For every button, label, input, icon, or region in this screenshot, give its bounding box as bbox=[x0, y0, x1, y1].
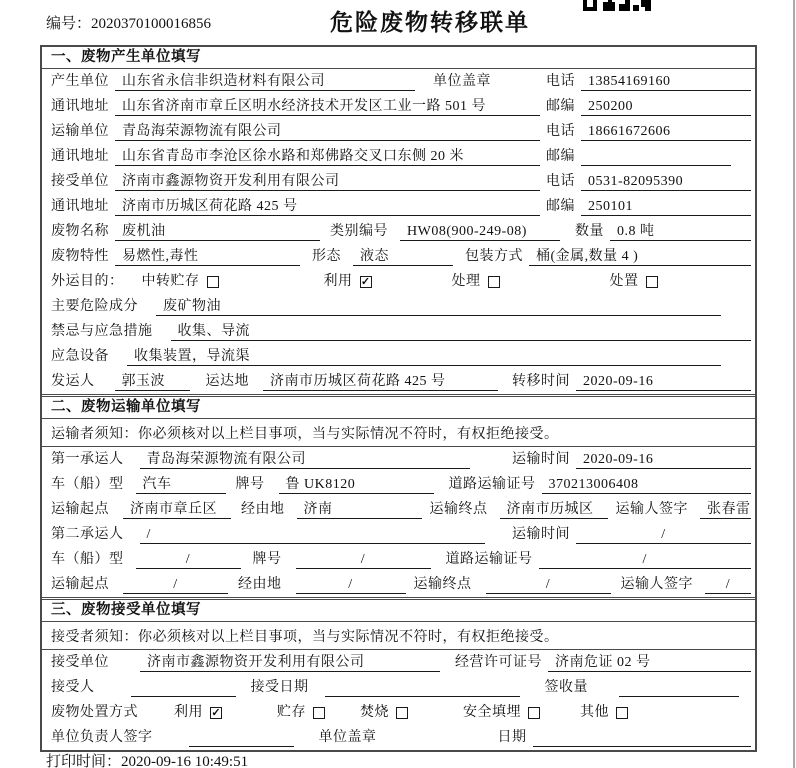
field-label: 道路运输证号 bbox=[448, 477, 536, 492]
section-header: 一、废物产生单位填写 bbox=[42, 47, 755, 69]
field-value: / bbox=[539, 550, 752, 569]
field-label: 单位盖章 bbox=[433, 74, 491, 89]
field-label: 运输时间 bbox=[512, 527, 570, 542]
form-row bbox=[42, 700, 755, 725]
field-label: 经营许可证号 bbox=[455, 655, 542, 670]
field-value: 液态 bbox=[353, 247, 453, 266]
field-label: 单位盖章 bbox=[318, 730, 377, 745]
field-value: 易燃性,毒性 bbox=[115, 247, 300, 266]
checkbox-field bbox=[324, 272, 372, 291]
field-label: 第一承运人 bbox=[51, 452, 124, 467]
section-header: 三、废物接受单位填写 bbox=[42, 600, 755, 622]
form-row bbox=[42, 219, 755, 244]
field-label: 类别编号 bbox=[330, 224, 388, 239]
print-time bbox=[46, 750, 248, 768]
form-row bbox=[42, 447, 755, 472]
field-label: 单位负责人签字 bbox=[51, 730, 153, 745]
field-label: 邮编 bbox=[546, 99, 575, 114]
field-value bbox=[619, 678, 739, 697]
field-label: 转移时间 bbox=[512, 374, 570, 389]
field-label: 运输起点 bbox=[51, 502, 109, 517]
field-value: 济南市鑫源物资开发利用有限公司 bbox=[115, 172, 540, 191]
form-row bbox=[42, 119, 755, 144]
field-label: 接受人 bbox=[51, 680, 95, 695]
field-label: 邮编 bbox=[546, 199, 575, 214]
checkbox-field bbox=[463, 703, 540, 722]
form-row bbox=[42, 650, 755, 675]
field-value: / bbox=[140, 525, 485, 544]
field-value: / bbox=[576, 525, 751, 544]
checkbox-label: 中转贮存 bbox=[141, 274, 200, 289]
field-value: / bbox=[136, 550, 241, 569]
field-label: 运输起点 bbox=[51, 577, 109, 592]
field-label: 日期 bbox=[497, 730, 527, 745]
field-label: 接受单位 bbox=[51, 174, 109, 189]
field-label: 第二承运人 bbox=[51, 527, 124, 542]
field-value: 济南 bbox=[297, 500, 422, 519]
section-header: 二、废物运输单位填写 bbox=[42, 397, 755, 419]
section-note: 接受者须知：你必须核对以上栏目事项，当与实际情况不符时，有权拒绝接受。 bbox=[42, 622, 755, 650]
field-value bbox=[131, 678, 236, 697]
field-value: 桶(金属,数量 4 ) bbox=[529, 247, 751, 266]
form-row bbox=[42, 319, 755, 344]
manifest-form bbox=[40, 45, 757, 752]
field-label: 运输终点 bbox=[413, 577, 472, 592]
field-value: 济南市鑫源物资开发利用有限公司 bbox=[140, 653, 440, 672]
form-row bbox=[42, 675, 755, 700]
checkbox-unchecked-icon bbox=[396, 707, 408, 719]
field-value bbox=[325, 678, 520, 697]
field-value bbox=[189, 728, 294, 747]
field-value: 0.8 吨 bbox=[610, 222, 751, 241]
field-value: 济南市历城区荷花路 425 号 bbox=[115, 197, 540, 216]
field-label: 通讯地址 bbox=[51, 199, 109, 214]
field-label: 电话 bbox=[546, 174, 575, 189]
checkbox-label: 其他 bbox=[580, 705, 609, 720]
field-label: 运输人签字 bbox=[620, 577, 693, 592]
field-value: 郭玉波 bbox=[115, 372, 190, 391]
form-row bbox=[42, 194, 755, 219]
field-label: 运达地 bbox=[205, 374, 249, 389]
form-row bbox=[42, 547, 755, 572]
field-label: 通讯地址 bbox=[51, 149, 109, 164]
checkbox-checked-icon: ✓ bbox=[360, 275, 371, 288]
checkbox-label: 利用 bbox=[323, 274, 353, 289]
field-label: 主要危险成分 bbox=[51, 299, 138, 314]
field-label: 车（船）型 bbox=[51, 552, 124, 567]
checkbox-unchecked-icon bbox=[313, 707, 325, 719]
form-row bbox=[42, 244, 755, 269]
field-value: 青岛海荣源物流有限公司 bbox=[140, 450, 470, 469]
field-label: 发运人 bbox=[51, 374, 95, 389]
field-label: 废物特性 bbox=[51, 249, 109, 264]
field-label: 运输时间 bbox=[512, 452, 570, 467]
qr-code-fragment-icon bbox=[583, 0, 651, 11]
field-label: 签收量 bbox=[544, 680, 588, 695]
checkbox-unchecked-icon bbox=[646, 276, 658, 288]
checkbox-field bbox=[277, 703, 325, 722]
field-value: 13854169160 bbox=[581, 72, 751, 91]
field-label: 禁忌与应急措施 bbox=[51, 324, 153, 339]
field-label: 数量 bbox=[575, 224, 604, 239]
field-value: 废机油 bbox=[115, 222, 320, 241]
field-value: 250101 bbox=[581, 197, 751, 216]
field-value: 收集装置，导流渠 bbox=[127, 347, 721, 366]
form-row bbox=[42, 144, 755, 169]
checkbox-field bbox=[580, 703, 628, 722]
field-label: 电话 bbox=[546, 124, 575, 139]
form-row bbox=[42, 725, 755, 750]
serial-label: 编号： bbox=[46, 16, 92, 32]
field-value: 废矿物油 bbox=[156, 297, 721, 316]
checkbox-unchecked-icon bbox=[616, 707, 628, 719]
field-label: 运输人签字 bbox=[615, 502, 688, 517]
field-value: / bbox=[705, 575, 751, 594]
field-value: 2020-09-16 bbox=[576, 450, 751, 469]
field-label: 牌号 bbox=[252, 552, 282, 567]
field-label: 道路运输证号 bbox=[445, 552, 533, 567]
field-value: 370213006408 bbox=[542, 475, 752, 494]
field-label: 应急设备 bbox=[51, 349, 109, 364]
form-section bbox=[42, 47, 755, 394]
field-value: 鲁 UK8120 bbox=[279, 475, 434, 494]
serial-value: 2020370100016856 bbox=[91, 16, 212, 32]
checkbox-label: 处理 bbox=[451, 274, 481, 289]
field-value: 济南市历城区荷花路 425 号 bbox=[263, 372, 498, 391]
field-value: 收集、导流 bbox=[171, 322, 752, 341]
field-value: 18661672606 bbox=[581, 122, 751, 141]
section-note: 运输者须知：你必须核对以上栏目事项，当与实际情况不符时，有权拒绝接受。 bbox=[42, 419, 755, 447]
field-label: 经由地 bbox=[241, 502, 285, 517]
field-label: 废物名称 bbox=[51, 224, 109, 239]
form-row bbox=[42, 572, 755, 597]
field-label: 经由地 bbox=[238, 577, 282, 592]
field-value: 山东省青岛市李沧区徐水路和郑佛路交叉口东侧 20 米 bbox=[115, 147, 540, 166]
field-value: 山东省济南市章丘区明水经济技术开发区工业一路 501 号 bbox=[115, 97, 540, 116]
page-edge-divider bbox=[793, 0, 795, 768]
field-value: / bbox=[123, 575, 228, 594]
checkbox-label: 贮存 bbox=[277, 705, 306, 720]
field-label: 外运目的： bbox=[51, 274, 124, 289]
field-value: 济南市历城区 bbox=[500, 500, 608, 519]
field-label: 接受日期 bbox=[250, 680, 309, 695]
form-row bbox=[42, 472, 755, 497]
print-time-label: 打印时间： bbox=[46, 754, 122, 768]
checkbox-field bbox=[452, 272, 500, 291]
checkbox-field bbox=[142, 272, 219, 291]
field-value: 250200 bbox=[581, 97, 751, 116]
checkbox-field bbox=[360, 703, 408, 722]
field-value bbox=[581, 147, 731, 166]
field-label: 运输终点 bbox=[429, 502, 488, 517]
field-label: 邮编 bbox=[546, 149, 575, 164]
field-label: 形态 bbox=[312, 249, 341, 264]
form-row bbox=[42, 69, 755, 94]
field-label: 牌号 bbox=[235, 477, 265, 492]
field-value: / bbox=[296, 550, 431, 569]
field-label: 产生单位 bbox=[51, 74, 109, 89]
form-section bbox=[42, 597, 755, 750]
form-row bbox=[42, 169, 755, 194]
print-time-value: 2020-09-16 10:49:51 bbox=[121, 754, 249, 768]
checkbox-field bbox=[174, 703, 222, 722]
field-value: 汽车 bbox=[136, 475, 226, 494]
field-value: 济南危证 02 号 bbox=[548, 653, 751, 672]
form-row bbox=[42, 522, 755, 547]
field-value bbox=[533, 728, 752, 747]
field-value: 2020-09-16 bbox=[576, 372, 751, 391]
checkbox-field bbox=[610, 272, 658, 291]
field-value: 青岛海荣源物流有限公司 bbox=[115, 122, 540, 141]
field-value: / bbox=[486, 575, 611, 594]
field-label: 废物处置方式 bbox=[51, 705, 138, 720]
form-row bbox=[42, 294, 755, 319]
document-title: 危险废物转移联单 bbox=[330, 10, 530, 35]
form-section bbox=[42, 394, 755, 597]
checkbox-label: 处置 bbox=[609, 274, 639, 289]
checkbox-unchecked-icon bbox=[488, 276, 500, 288]
field-value: 0531-82095390 bbox=[581, 172, 751, 191]
field-value: 张春雷 bbox=[700, 500, 751, 519]
field-label: 车（船）型 bbox=[51, 477, 124, 492]
checkbox-label: 利用 bbox=[174, 705, 203, 720]
field-value: HW08(900-249-08) bbox=[400, 222, 560, 241]
field-value: 山东省永信非织造材料有限公司 bbox=[115, 72, 415, 91]
field-label: 运输单位 bbox=[51, 124, 109, 139]
checkbox-checked-icon: ✓ bbox=[211, 706, 221, 719]
form-row bbox=[42, 497, 755, 522]
field-value: / bbox=[296, 575, 406, 594]
field-label: 接受单位 bbox=[51, 655, 109, 670]
form-row bbox=[42, 94, 755, 119]
form-row bbox=[42, 269, 755, 294]
checkbox-unchecked-icon bbox=[528, 707, 540, 719]
field-label: 包装方式 bbox=[465, 249, 523, 264]
form-row bbox=[42, 369, 755, 394]
form-row bbox=[42, 344, 755, 369]
checkbox-label: 安全填埋 bbox=[463, 705, 521, 720]
field-label: 通讯地址 bbox=[51, 99, 109, 114]
checkbox-unchecked-icon bbox=[207, 276, 219, 288]
serial-number bbox=[46, 12, 211, 33]
checkbox-label: 焚烧 bbox=[360, 705, 389, 720]
field-label: 电话 bbox=[546, 74, 575, 89]
field-value: 济南市章丘区 bbox=[123, 500, 231, 519]
